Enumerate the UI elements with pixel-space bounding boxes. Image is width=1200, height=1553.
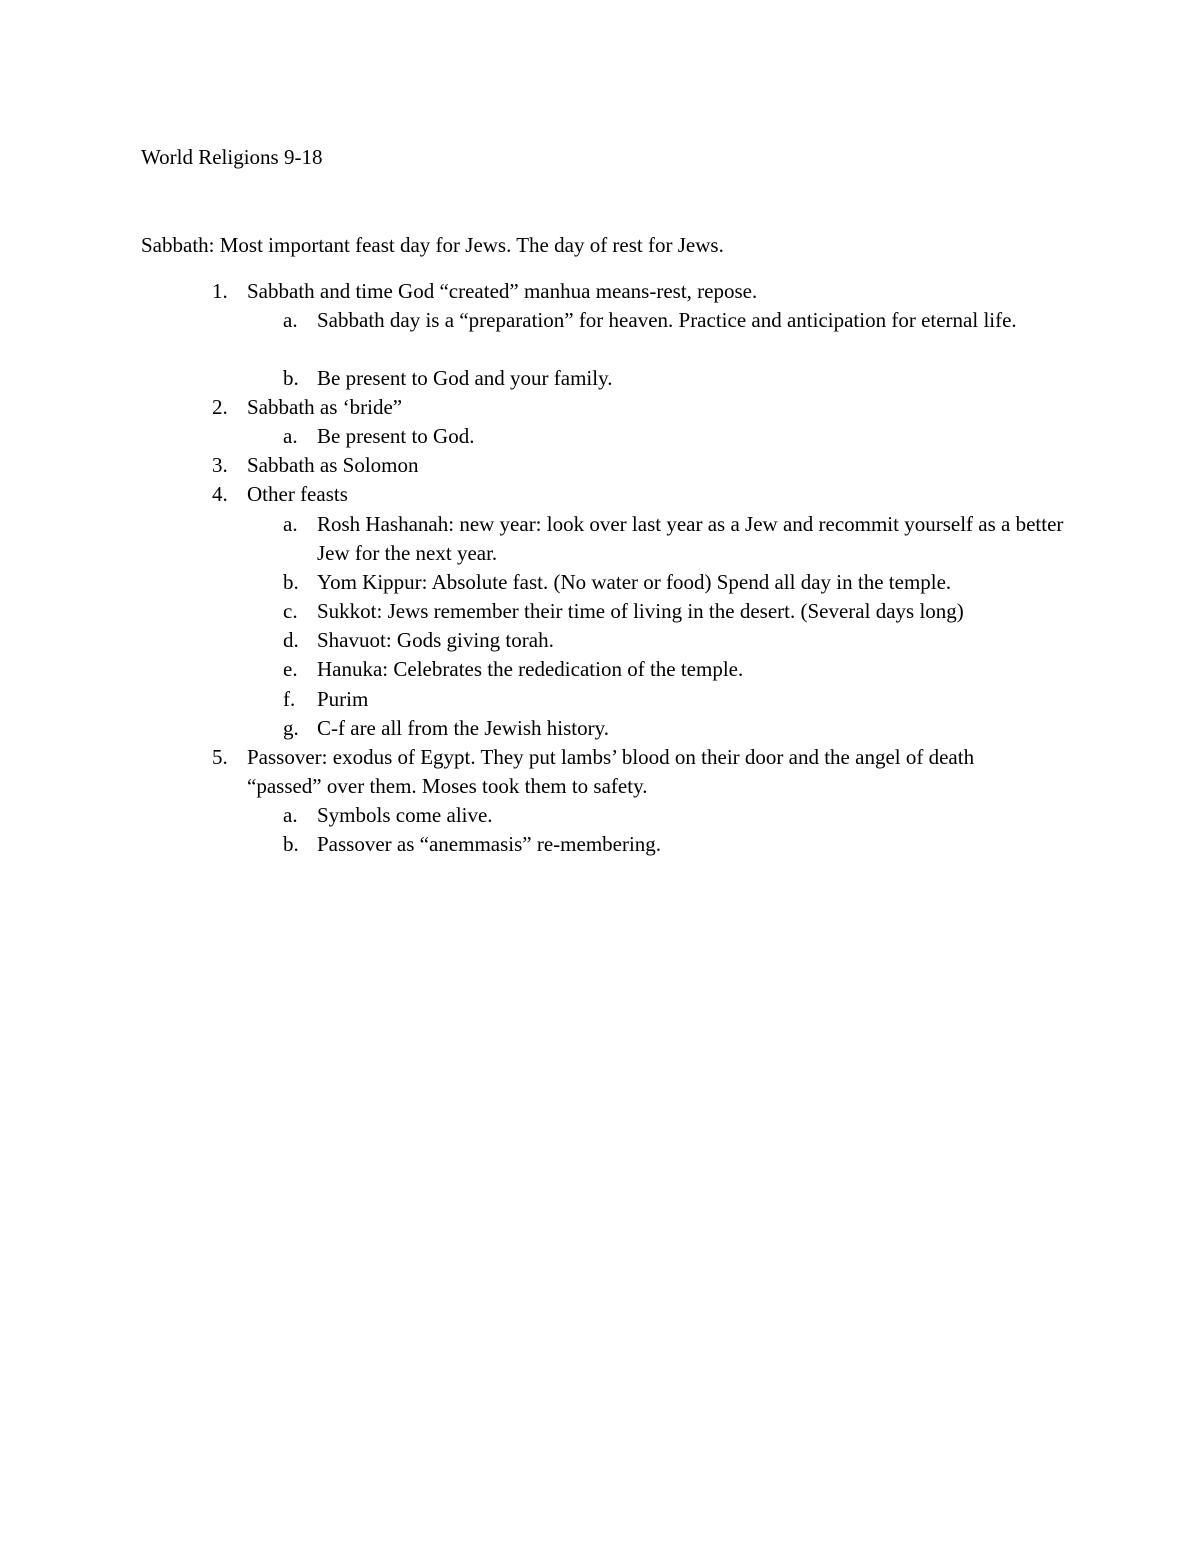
list-item-text: Sabbath as Solomon [247, 453, 419, 477]
sublist-item-text: Symbols come alive. [317, 803, 493, 827]
list-item-text: Sabbath and time God “created” manhua means-rest, repose. [247, 279, 758, 303]
list-item-marker: 4. [212, 482, 228, 506]
sublist-item-text: Rosh Hashanah: new year: look over last year as a Jew and recommit yourself as a better Jew for the next year. [317, 512, 1064, 565]
sublist-item-marker: a. [283, 512, 298, 536]
sublist-item-marker: a. [283, 308, 298, 332]
document-title: World Religions 9-18 [141, 145, 323, 169]
sublist-item-marker: f. [283, 687, 296, 711]
sublist-item-text: Sabbath day is a “preparation” for heaven. Practice and anticipation for eternal life. [317, 308, 1017, 332]
list-item-marker: 2. [212, 395, 228, 419]
list-item-text: Passover: exodus of Egypt. They put lambs’ blood on their door and the angel of death “passed” over them. Moses took them to safety. [247, 745, 975, 798]
sublist-item-marker: b. [283, 570, 299, 594]
sublist-item-marker: a. [283, 803, 298, 827]
list-item-text: Other feasts [247, 482, 348, 506]
sublist-item-marker: b. [283, 832, 299, 856]
sublist-item-text: Hanuka: Celebrates the rededication of the temple. [317, 657, 744, 681]
list-item-text: Sabbath as ‘bride” [247, 395, 403, 419]
sublist-item-text: Passover as “anemmasis” re-membering. [317, 832, 662, 856]
sublist-item-text: Be present to God. [317, 424, 475, 448]
sublist-item-marker: a. [283, 424, 298, 448]
sublist-item-text: Be present to God and your family. [317, 366, 613, 390]
intro-paragraph: Sabbath: Most important feast day for Jews. The day of rest for Jews. [141, 233, 724, 257]
sublist-item-text: Yom Kippur: Absolute fast. (No water or food) Spend all day in the temple. [317, 570, 952, 594]
sublist-item-marker: e. [283, 657, 298, 681]
sublist-item-marker: c. [283, 599, 298, 623]
sublist-item-text: C-f are all from the Jewish history. [317, 716, 609, 740]
sublist-item-text: Purim [317, 687, 369, 711]
sublist-item-marker: g. [283, 716, 299, 740]
list-item-marker: 1. [212, 279, 228, 303]
sublist-item-text: Shavuot: Gods giving torah. [317, 628, 554, 652]
sublist-item-marker: d. [283, 628, 299, 652]
list-item-marker: 3. [212, 453, 228, 477]
sublist-item-marker: b. [283, 366, 299, 390]
sublist-item-text: Sukkot: Jews remember their time of living in the desert. (Several days long) [317, 599, 964, 623]
list-item-marker: 5. [212, 745, 228, 769]
